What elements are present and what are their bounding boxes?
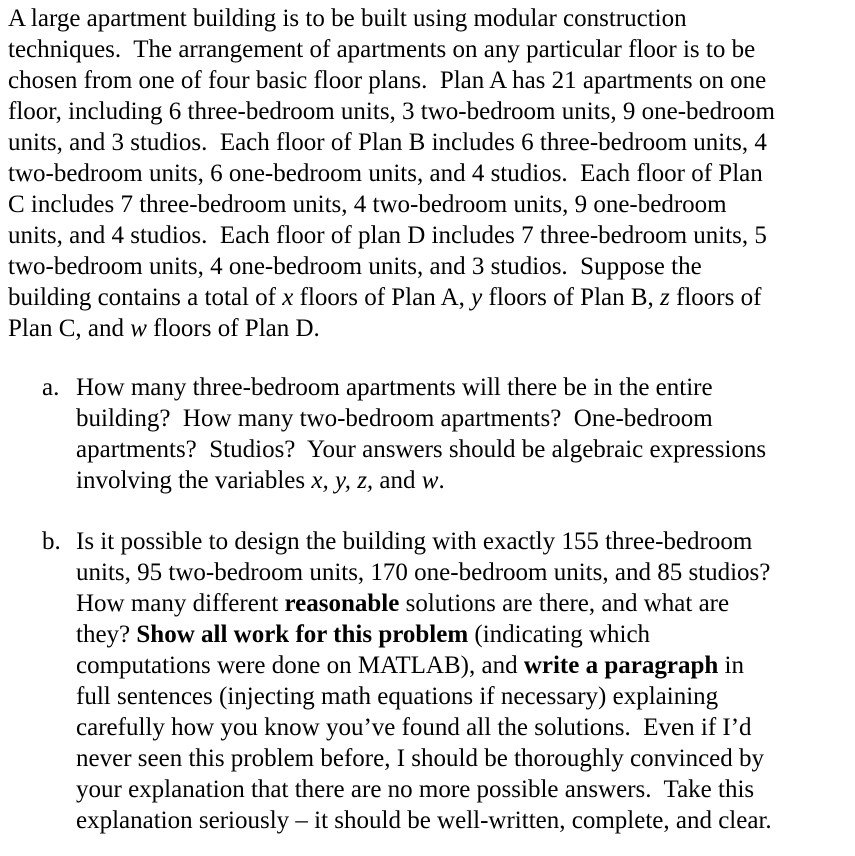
text-line bbox=[76, 434, 766, 465]
text-segment: units, and 4 studios. Each floor of plan D includes 7 three-bedroom units, 5 bbox=[8, 222, 767, 249]
text-line bbox=[76, 743, 772, 774]
text-segment: floors of Plan A, bbox=[293, 284, 472, 311]
italic-variable: w bbox=[421, 467, 439, 494]
text-segment: involving the variables bbox=[76, 467, 312, 494]
text-segment: solutions are there, and what are bbox=[399, 590, 730, 617]
text-line bbox=[76, 712, 772, 743]
text-segment: two-bedroom units, 4 one-bedroom units, and 3 studios. Suppose the bbox=[8, 253, 702, 280]
text-segment: never seen this problem before, I should be thoroughly convinced by bbox=[76, 745, 765, 772]
text-line bbox=[76, 557, 772, 588]
text-segment: apartments? Studios? Your answers should be algebraic expressions bbox=[76, 436, 767, 463]
text-segment: Plan C, and bbox=[8, 315, 131, 342]
text-line bbox=[76, 805, 772, 836]
problem-intro-paragraph bbox=[8, 3, 775, 344]
text-line bbox=[8, 251, 775, 282]
text-line bbox=[76, 372, 766, 403]
part-b-marker: b. bbox=[42, 528, 61, 555]
italic-variable: x bbox=[282, 284, 294, 311]
text-line bbox=[8, 220, 775, 251]
text-segment: How many three-bedroom apartments will there be in the entire bbox=[76, 374, 713, 401]
text-segment: . bbox=[438, 467, 445, 494]
text-segment: your explanation that there are no more possible answers. Take this bbox=[76, 776, 755, 803]
text-line bbox=[76, 681, 772, 712]
italic-variable: z bbox=[660, 284, 670, 311]
text-segment: (indicating which bbox=[468, 621, 651, 648]
text-line bbox=[76, 588, 772, 619]
italic-variable: w bbox=[130, 315, 147, 342]
bold-text: Show all work for this problem bbox=[136, 621, 469, 648]
text-line bbox=[8, 282, 775, 313]
italic-variable: y bbox=[471, 284, 483, 311]
text-segment: floor, including 6 three-bedroom units, 3 two-bedroom units, 9 one-bedroom bbox=[8, 98, 775, 125]
part-b-text bbox=[76, 526, 772, 836]
text-line bbox=[76, 465, 766, 496]
text-segment: explanation seriously – it should be well-written, complete, and clear. bbox=[76, 807, 772, 834]
text-segment: floors of Plan D. bbox=[146, 315, 320, 342]
italic-variable: x, y, z, bbox=[311, 467, 374, 494]
bold-text: reasonable bbox=[284, 590, 400, 617]
text-segment: they? bbox=[76, 621, 137, 648]
text-line bbox=[8, 65, 775, 96]
text-segment: in bbox=[718, 652, 744, 679]
text-line bbox=[76, 526, 772, 557]
text-segment: units, and 3 studios. Each floor of Plan B includes 6 three-bedroom units, 4 bbox=[8, 129, 767, 156]
part-a-text bbox=[76, 372, 766, 496]
text-line bbox=[76, 619, 772, 650]
text-segment: building contains a total of bbox=[8, 284, 283, 311]
text-line bbox=[76, 403, 766, 434]
text-line bbox=[76, 774, 772, 805]
text-segment: Is it possible to design the building with exactly 155 three-bedroom bbox=[76, 528, 753, 555]
text-line bbox=[8, 158, 775, 189]
text-segment: C includes 7 three-bedroom units, 4 two-bedroom units, 9 one-bedroom bbox=[8, 191, 727, 218]
text-segment: building? How many two-bedroom apartments? One-bedroom bbox=[76, 405, 713, 432]
text-segment: units, 95 two-bedroom units, 170 one-bedroom units, and 85 studios? bbox=[76, 559, 771, 586]
text-segment: floors of Plan B, bbox=[482, 284, 661, 311]
text-segment: A large apartment building is to be built using modular construction bbox=[8, 5, 687, 32]
text-line bbox=[8, 127, 775, 158]
text-line bbox=[8, 313, 775, 344]
text-segment: How many different bbox=[76, 590, 285, 617]
text-segment: full sentences (injecting math equations if necessary) explaining bbox=[76, 683, 719, 710]
text-segment: two-bedroom units, 6 one-bedroom units, and 4 studios. Each floor of Plan bbox=[8, 160, 763, 187]
text-segment: chosen from one of four basic floor plans. Plan A has 21 apartments on one bbox=[8, 67, 767, 94]
text-line bbox=[8, 189, 775, 220]
bold-text: write a paragraph bbox=[523, 652, 719, 679]
text-segment: floors of bbox=[669, 284, 762, 311]
text-line bbox=[76, 650, 772, 681]
text-segment: computations were done on MATLAB), and bbox=[76, 652, 524, 679]
text-line bbox=[8, 3, 775, 34]
text-line bbox=[8, 34, 775, 65]
text-line bbox=[8, 96, 775, 127]
text-segment: techniques. The arrangement of apartments on any particular floor is to be bbox=[8, 36, 756, 63]
text-segment: carefully how you know you’ve found all the solutions. Even if I’d bbox=[76, 714, 752, 741]
text-segment: and bbox=[373, 467, 422, 494]
part-a-marker: a. bbox=[42, 374, 60, 401]
